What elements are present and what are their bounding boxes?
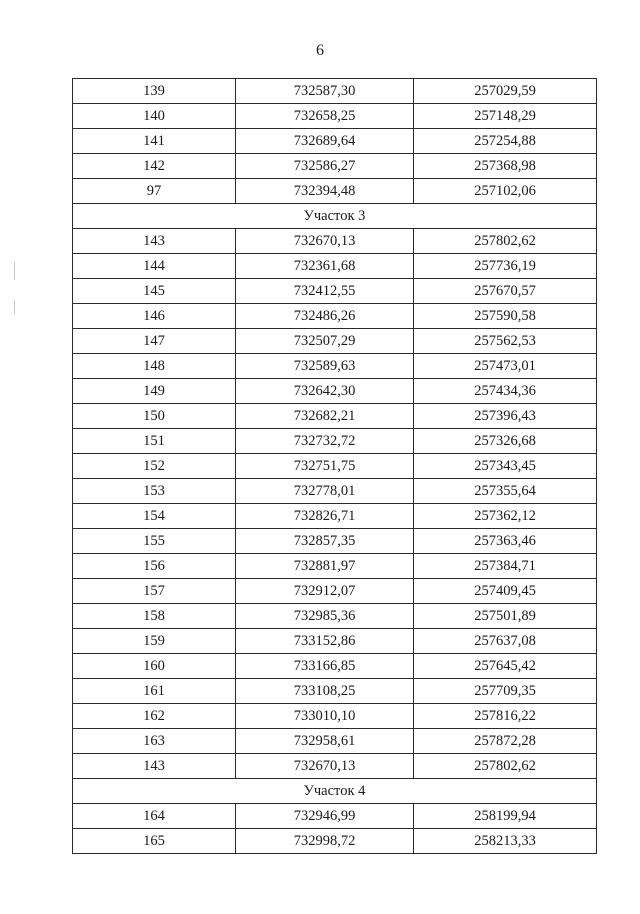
x-coordinate-cell: 732778,01 [236,479,414,504]
point-number-cell: 155 [73,529,236,554]
y-coordinate-cell: 257362,12 [414,504,597,529]
table-row [73,179,597,204]
table-row [73,329,597,354]
y-coordinate-cell: 257637,08 [414,629,597,654]
point-number-cell: 146 [73,304,236,329]
y-coordinate-cell: 257670,57 [414,279,597,304]
point-number-cell: 159 [73,629,236,654]
table-row [73,429,597,454]
point-number-cell: 156 [73,554,236,579]
table-row [73,679,597,704]
y-coordinate-cell: 257802,62 [414,229,597,254]
page-number: 6 [316,42,324,59]
x-coordinate-cell: 732946,99 [236,804,414,829]
table-row [73,404,597,429]
x-coordinate-cell: 733152,86 [236,629,414,654]
table-row [73,629,597,654]
table-row [73,354,597,379]
y-coordinate-cell: 257254,88 [414,129,597,154]
point-number-cell: 97 [73,179,236,204]
x-coordinate-cell: 733108,25 [236,679,414,704]
x-coordinate-cell: 732826,71 [236,504,414,529]
y-coordinate-cell: 257409,45 [414,579,597,604]
table-row [73,479,597,504]
table-row [73,229,597,254]
section-heading-row [73,779,597,804]
x-coordinate-cell: 732857,35 [236,529,414,554]
point-number-cell: 163 [73,729,236,754]
y-coordinate-cell: 257102,06 [414,179,597,204]
y-coordinate-cell: 257802,62 [414,754,597,779]
x-coordinate-cell: 732507,29 [236,329,414,354]
table-row [73,79,597,104]
point-number-cell: 153 [73,479,236,504]
table-row [73,279,597,304]
table-row [73,104,597,129]
table-row [73,529,597,554]
x-coordinate-cell: 732912,07 [236,579,414,604]
x-coordinate-cell: 732589,63 [236,354,414,379]
x-coordinate-cell: 732985,36 [236,604,414,629]
y-coordinate-cell: 257363,46 [414,529,597,554]
x-coordinate-cell: 732361,68 [236,254,414,279]
table-row [73,604,597,629]
y-coordinate-cell: 257473,01 [414,354,597,379]
x-coordinate-cell: 732670,13 [236,754,414,779]
table-row [73,129,597,154]
y-coordinate-cell: 257396,43 [414,404,597,429]
y-coordinate-cell: 257368,98 [414,154,597,179]
table-row [73,554,597,579]
x-coordinate-cell: 732751,75 [236,454,414,479]
table-row [73,654,597,679]
x-coordinate-cell: 732881,97 [236,554,414,579]
x-coordinate-cell: 732958,61 [236,729,414,754]
table-row [73,804,597,829]
table-row [73,379,597,404]
point-number-cell: 162 [73,704,236,729]
point-number-cell: 161 [73,679,236,704]
y-coordinate-cell: 257148,29 [414,104,597,129]
x-coordinate-cell: 732642,30 [236,379,414,404]
point-number-cell: 158 [73,604,236,629]
point-number-cell: 143 [73,754,236,779]
point-number-cell: 145 [73,279,236,304]
point-number-cell: 140 [73,104,236,129]
y-coordinate-cell: 257384,71 [414,554,597,579]
y-coordinate-cell: 257590,58 [414,304,597,329]
table-row [73,254,597,279]
y-coordinate-cell: 258213,33 [414,829,597,854]
y-coordinate-cell: 257343,45 [414,454,597,479]
x-coordinate-cell: 733010,10 [236,704,414,729]
point-number-cell: 151 [73,429,236,454]
y-coordinate-cell: 257736,19 [414,254,597,279]
table-row [73,304,597,329]
y-coordinate-cell: 257562,53 [414,329,597,354]
table-row [73,729,597,754]
point-number-cell: 139 [73,79,236,104]
point-number-cell: 147 [73,329,236,354]
table-row [73,704,597,729]
point-number-cell: 152 [73,454,236,479]
y-coordinate-cell: 257326,68 [414,429,597,454]
point-number-cell: 144 [73,254,236,279]
point-number-cell: 157 [73,579,236,604]
table-row [73,579,597,604]
point-number-cell: 164 [73,804,236,829]
point-number-cell: 143 [73,229,236,254]
y-coordinate-cell: 258199,94 [414,804,597,829]
section-heading: Участок 4 [73,779,597,804]
y-coordinate-cell: 257501,89 [414,604,597,629]
point-number-cell: 154 [73,504,236,529]
x-coordinate-cell: 732998,72 [236,829,414,854]
x-coordinate-cell: 732394,48 [236,179,414,204]
table-row [73,829,597,854]
x-coordinate-cell: 733166,85 [236,654,414,679]
margin-mark [14,300,15,314]
coordinates-table-body [73,79,597,854]
x-coordinate-cell: 732732,72 [236,429,414,454]
section-heading: Участок 3 [73,204,597,229]
table-row [73,504,597,529]
y-coordinate-cell: 257355,64 [414,479,597,504]
x-coordinate-cell: 732586,27 [236,154,414,179]
point-number-cell: 150 [73,404,236,429]
y-coordinate-cell: 257434,36 [414,379,597,404]
y-coordinate-cell: 257872,28 [414,729,597,754]
x-coordinate-cell: 732670,13 [236,229,414,254]
point-number-cell: 148 [73,354,236,379]
point-number-cell: 141 [73,129,236,154]
y-coordinate-cell: 257816,22 [414,704,597,729]
x-coordinate-cell: 732486,26 [236,304,414,329]
point-number-cell: 165 [73,829,236,854]
y-coordinate-cell: 257029,59 [414,79,597,104]
x-coordinate-cell: 732587,30 [236,79,414,104]
point-number-cell: 160 [73,654,236,679]
x-coordinate-cell: 732658,25 [236,104,414,129]
x-coordinate-cell: 732689,64 [236,129,414,154]
x-coordinate-cell: 732682,21 [236,404,414,429]
x-coordinate-cell: 732412,55 [236,279,414,304]
coordinates-table [72,78,597,854]
point-number-cell: 142 [73,154,236,179]
y-coordinate-cell: 257645,42 [414,654,597,679]
table-row [73,454,597,479]
y-coordinate-cell: 257709,35 [414,679,597,704]
table-row [73,754,597,779]
section-heading-row [73,204,597,229]
margin-mark [14,262,15,280]
point-number-cell: 149 [73,379,236,404]
table-row [73,154,597,179]
